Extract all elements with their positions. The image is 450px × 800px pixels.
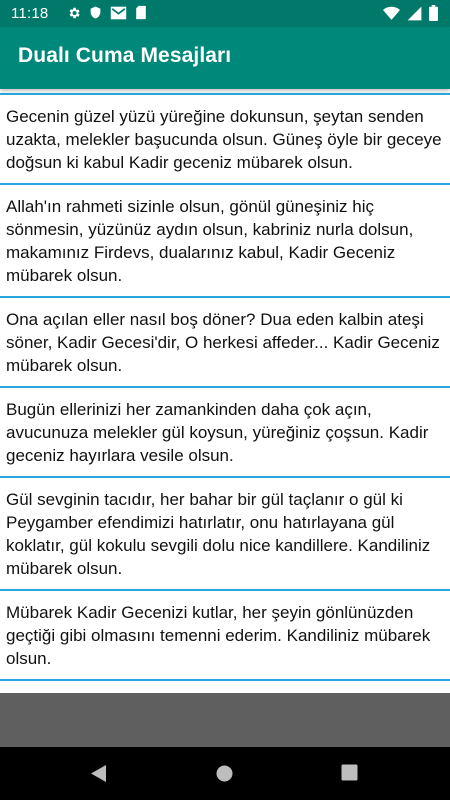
recents-icon[interactable] bbox=[341, 764, 358, 786]
message-list[interactable] bbox=[0, 89, 450, 693]
wifi-icon bbox=[383, 6, 400, 21]
gear-icon bbox=[67, 6, 81, 20]
status-system-icons bbox=[383, 5, 438, 21]
bottom-panel bbox=[0, 693, 450, 747]
back-icon[interactable] bbox=[89, 764, 107, 788]
list-item[interactable]: Ona açılan eller nasıl boş döner? Dua eden kalbin ateşi söner, Kadir Gecesi'dir, O herkesi affeder... Kadir Geceniz mübarek olsun. bbox=[0, 296, 450, 386]
status-time: 11:18 bbox=[11, 5, 49, 22]
list-item[interactable]: Gecenin güzel yüzü yüreğine dokunsun, şeytan senden uzakta, melekler başucunda olsun. Güneş öyle bir geceye doğsun ki kabul Kadir geceniz mübarek olsun. bbox=[0, 93, 450, 183]
home-icon[interactable] bbox=[215, 764, 234, 788]
shield-icon bbox=[89, 5, 102, 20]
battery-icon bbox=[429, 5, 438, 21]
navigation-bar bbox=[0, 747, 450, 800]
list-item[interactable]: Gül sevginin tacıdır, her bahar bir gül taçlanır o gül ki Peygamber efendimizi hatırlatır, onu hatırlayana gül koklatır, gül kokulu sevgili dolu nice kandillere. Kandiliniz mübarek olsun. bbox=[0, 476, 450, 589]
status-notification-icons bbox=[67, 5, 147, 20]
app-title: Dualı Cuma Mesajları bbox=[18, 44, 232, 67]
status-bar bbox=[0, 0, 450, 27]
signal-icon bbox=[407, 6, 422, 21]
sd-card-icon bbox=[135, 5, 147, 20]
mail-icon bbox=[110, 6, 127, 20]
list-item[interactable]: Bugün ellerinizi her zamankinden daha çok açın, avucunuza melekler gül koysun, yüreğiniz çoşsun. Kadir geceniz hayırlara vesile olsun. bbox=[0, 386, 450, 476]
list-item[interactable]: Mübarek Kadir Gecenizi kutlar, her şeyin gönlünüzden geçtiği gibi olmasını temenni ederim. Kandiliniz mübarek olsun. bbox=[0, 589, 450, 679]
list-item[interactable]: Allah'ın rahmeti sizinle olsun, gönül güneşiniz hiç sönmesin, yüzünüz aydın olsun, kabriniz nurla dolsun, makamınız Firdevs, dualarınız kabul, Kadir Geceniz mübarek olsun. bbox=[0, 183, 450, 296]
app-bar bbox=[0, 27, 450, 89]
